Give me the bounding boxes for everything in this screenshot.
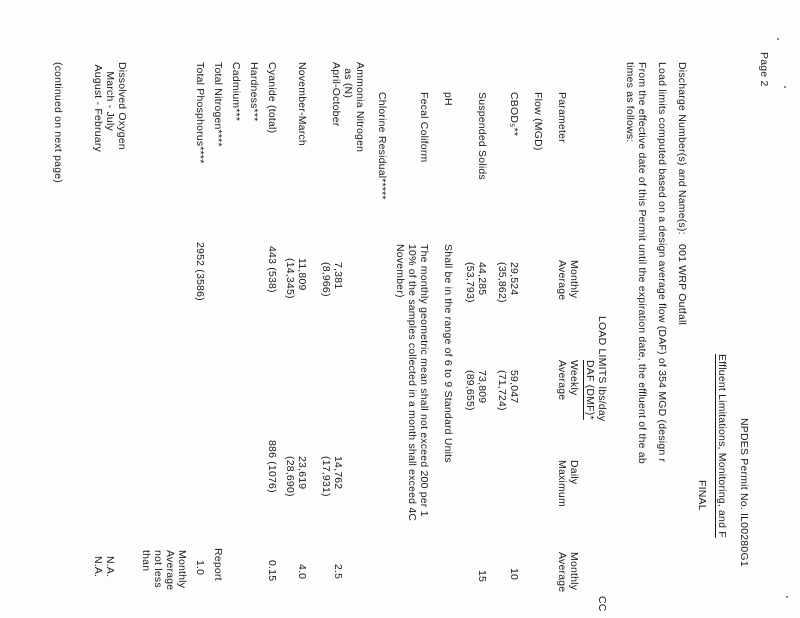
cyanide-concentration: 0.15 xyxy=(266,560,278,582)
param-hardness: Hardness*** xyxy=(248,62,260,122)
param-flow: Flow (MGD) xyxy=(532,92,544,151)
page-label: Page 2 xyxy=(758,52,770,87)
param-ammonia-nitrogen: Ammonia Nitrogen as (N) April-October xyxy=(330,62,366,153)
intro-line-2: From the effective date of this Permit until the expiration date, the effluent of the ab xyxy=(636,62,648,464)
ammonia-concentration: 2.5 xyxy=(332,564,344,580)
do-aug-feb-value: N.A. xyxy=(92,556,104,578)
nov-mar-daily-maximum: 23,619 (28,690) xyxy=(284,456,308,497)
ss-weekly-average: 73,809 (89,655) xyxy=(464,370,488,411)
nov-mar-monthly-average: 11,809 (14,345) xyxy=(284,258,308,299)
header-monthly-average: Monthly Average xyxy=(556,260,580,301)
fecal-limit-text: The monthly geometric mean shall not exceed 200 per 1 10% of the samples collected in a month shall exceed 4C November) xyxy=(394,244,430,522)
nov-mar-concentration: 4.0 xyxy=(296,564,308,580)
param-total-nitrogen: Total Nitrogen**** xyxy=(212,62,224,147)
header-weekly-average: Weekly Average xyxy=(556,360,580,401)
phosphorus-concentration: 1.0 xyxy=(194,560,206,576)
header-parameter: Parameter xyxy=(556,92,568,143)
param-cyanide: Cyanide (total) xyxy=(266,62,278,134)
param-dissolved-oxygen: Dissolved Oxygen March - July August - February xyxy=(92,62,128,152)
concentration-label: CC xyxy=(596,596,608,612)
scan-speck xyxy=(784,86,786,88)
intro-line-3: times as follows: xyxy=(624,62,636,143)
param-november-march: November-March xyxy=(296,62,308,146)
document-title: Effluent Limitations, Monitoring, and F xyxy=(716,354,728,538)
param-suspended-solids: Suspended Solids xyxy=(476,92,488,180)
intro-line-1: Load limits computed based on a design average flow (DAF) of 354 MGD (design r xyxy=(656,62,668,463)
param-cbod: CBOD₅** xyxy=(508,92,520,137)
discharge-line: Discharge Number(s) and Name(s): 001 WRP Outfall xyxy=(676,62,688,326)
ss-monthly-average: 44,285 (53,793) xyxy=(464,262,488,303)
ph-limit-text: Shall be in the range of 6 to 9 Standard Units xyxy=(442,244,454,463)
continued-note: (continued on next page) xyxy=(52,62,64,183)
status-label: FINAL xyxy=(696,480,708,511)
ss-concentration: 15 xyxy=(476,570,488,583)
cbod-monthly-average: 29,524 (35,862) xyxy=(496,262,520,303)
do-march-july-value: N.A. xyxy=(104,556,116,578)
ammonia-daily-maximum: 14,762 (17,931) xyxy=(320,456,344,497)
cbod-weekly-average: 59,047 (71,724) xyxy=(496,370,520,411)
cyanide-daily-maximum: 886 (1076) xyxy=(266,440,278,493)
permit-number: NPDES Permit No. IL00280G1 xyxy=(738,418,750,567)
header-daily-maximum: Daily Maximum xyxy=(556,460,580,507)
param-total-phosphorus: Total Phosphorus**** xyxy=(194,62,206,164)
ammonia-monthly-average: 7,381 (8,966) xyxy=(320,262,344,297)
phosphorus-monthly-average: 2952 (3586) xyxy=(194,242,206,301)
param-fecal-coliform: Fecal Coliform xyxy=(418,92,430,163)
param-chlorine-residual: Chlorine Residual***** xyxy=(376,92,388,200)
scan-speck xyxy=(777,38,779,40)
param-cadmium: Cadmium*** xyxy=(230,62,242,122)
load-limits-title: LOAD LIMITS lbs/day xyxy=(596,316,608,422)
cyanide-monthly-average: 443 (538) xyxy=(266,246,278,293)
daf-label: DAF (DMF)* xyxy=(584,360,596,420)
cbod-concentration: 10 xyxy=(508,568,520,581)
param-ph: pH xyxy=(442,92,454,106)
nitrogen-concentration: Report xyxy=(212,548,224,581)
do-note: Monthly Average not less than xyxy=(140,550,188,591)
scan-speck xyxy=(786,596,788,598)
header-conc-monthly-average: Monthly Average xyxy=(556,552,580,593)
